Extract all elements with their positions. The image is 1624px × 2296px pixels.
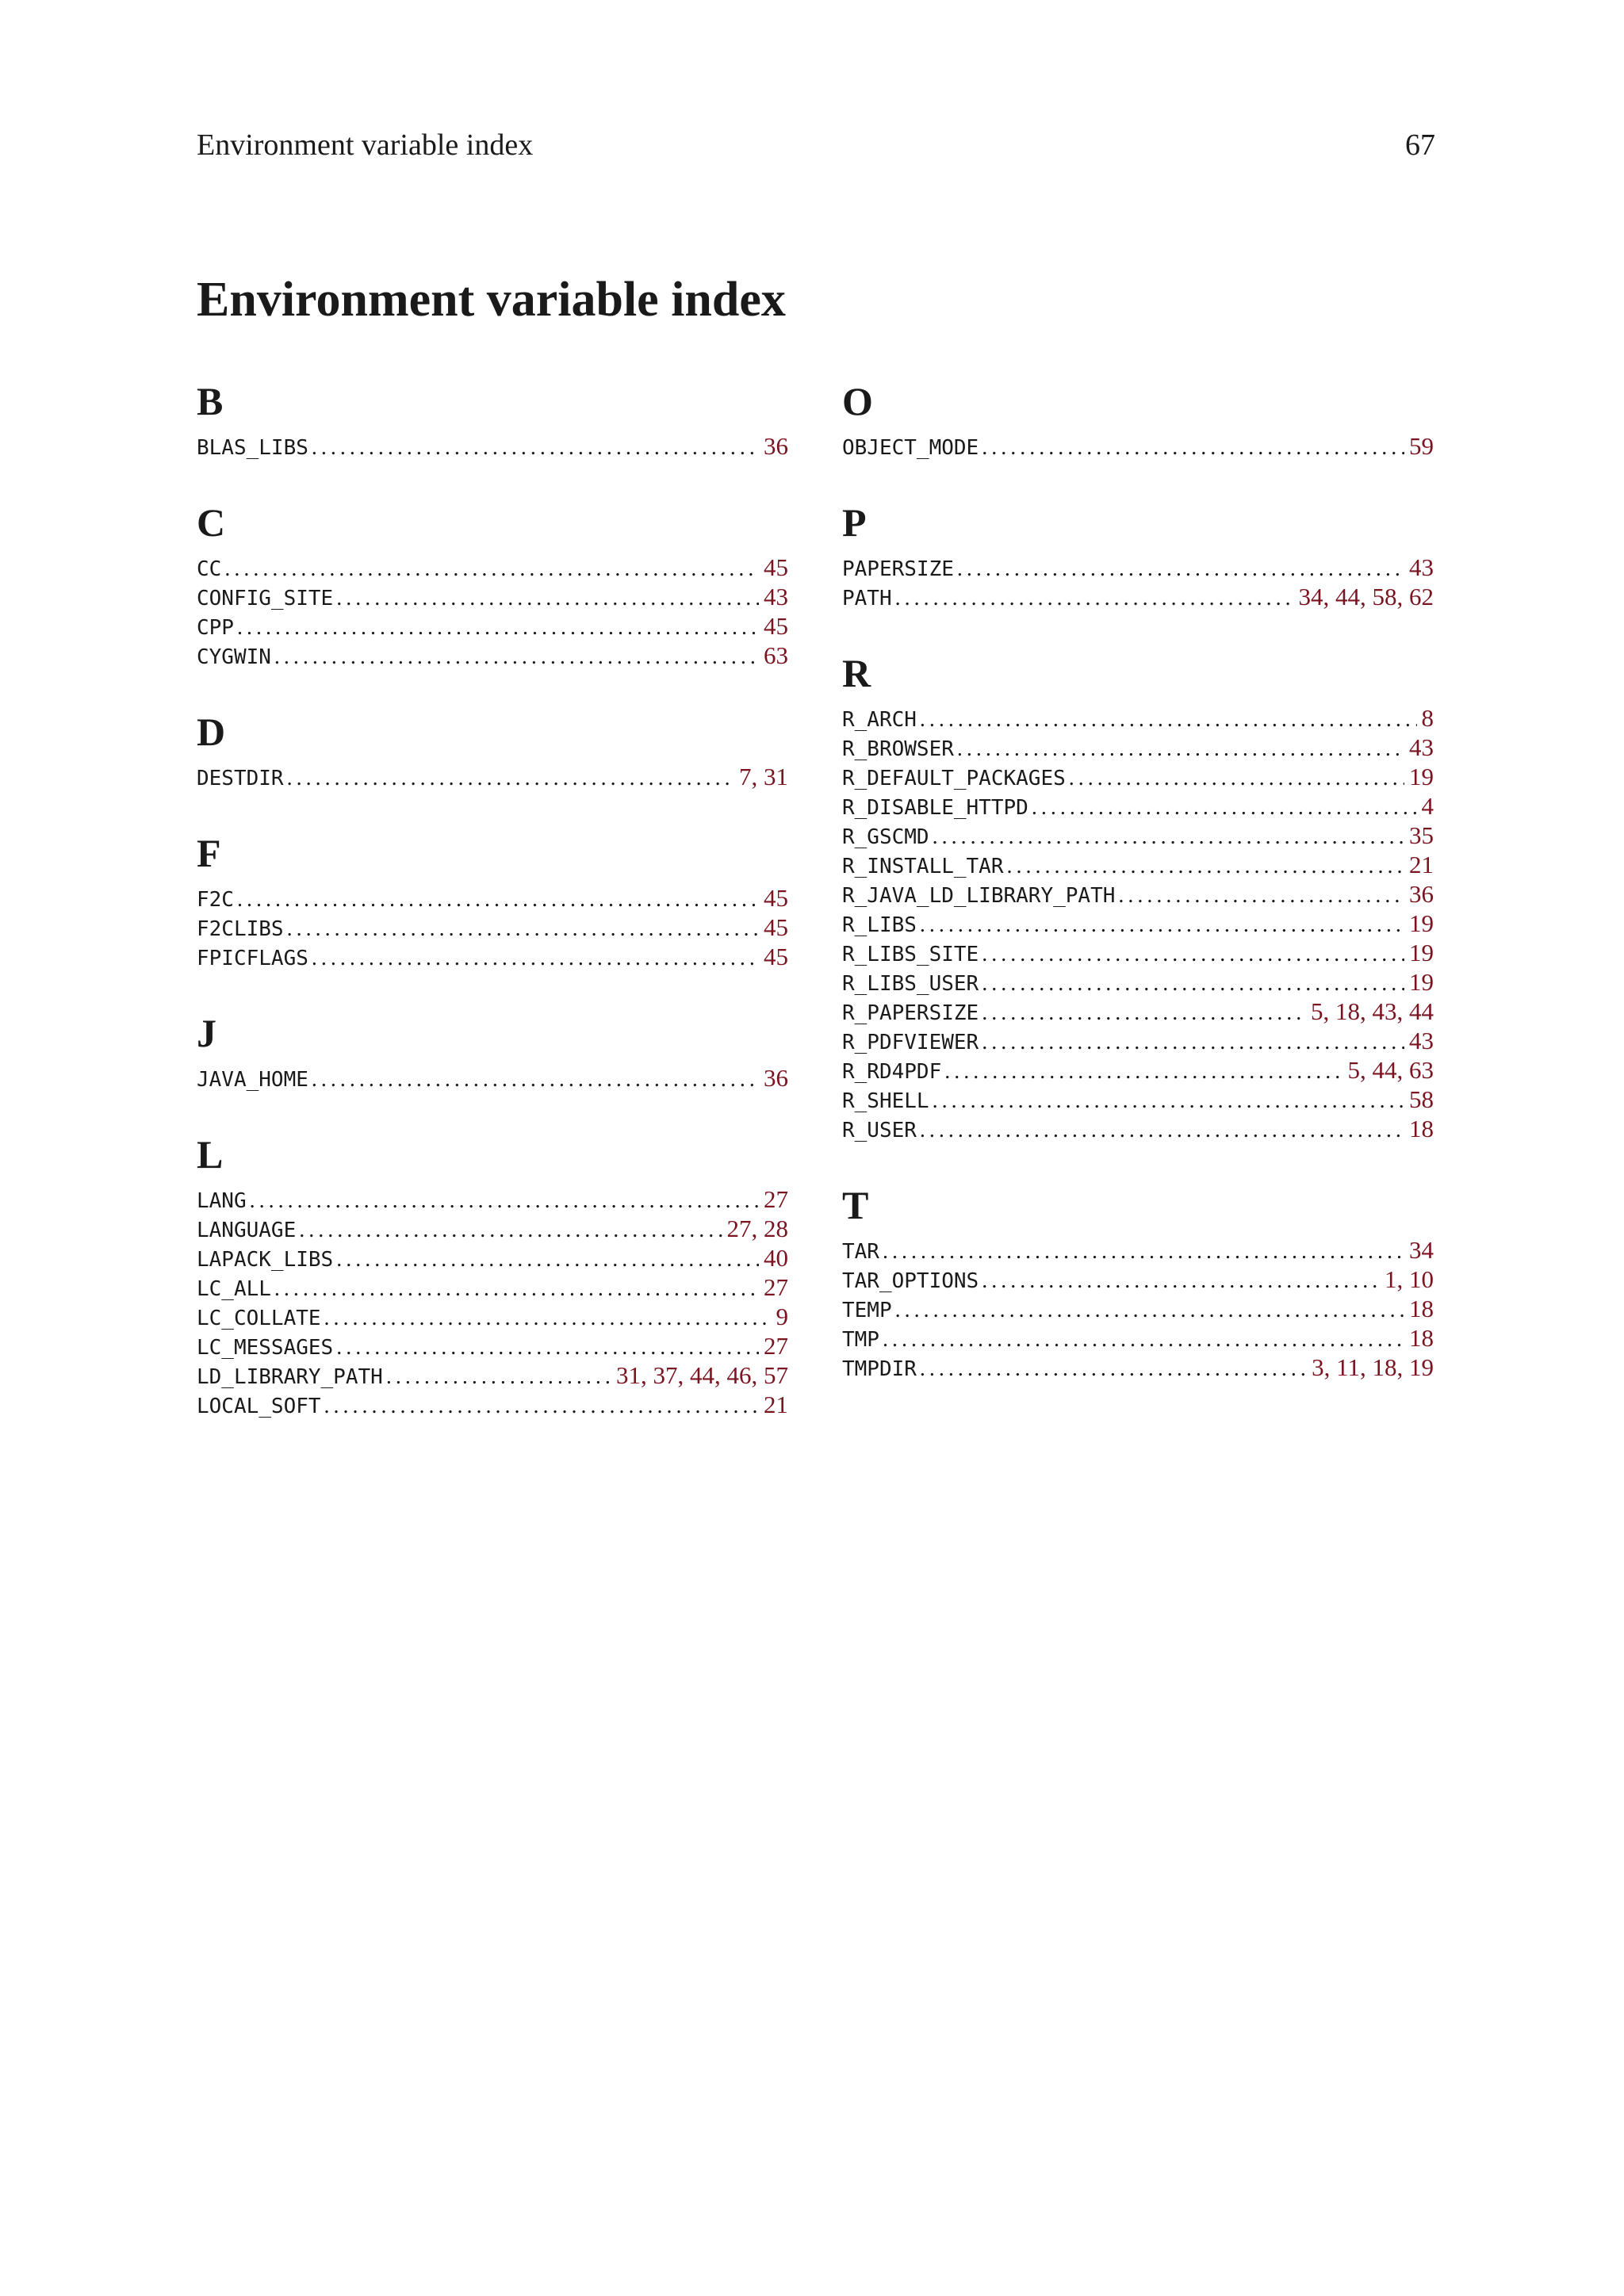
- index-entry: [842, 431, 1434, 461]
- index-letter-group: [197, 499, 788, 670]
- index-letter-group: [842, 499, 1434, 611]
- index-entry-list: [842, 553, 1434, 611]
- index-letter-heading: T: [842, 1183, 869, 1227]
- index-entry-list: [197, 1184, 788, 1419]
- index-entry-list: [197, 883, 788, 971]
- dot-leader: [895, 584, 1294, 611]
- index-entry: [842, 762, 1434, 791]
- index-entry-term: TMP: [842, 1328, 879, 1352]
- index-entry-page-links[interactable]: 36: [764, 432, 788, 460]
- index-entry-term: LC_MESSAGES: [197, 1336, 334, 1360]
- index-entry: [842, 1323, 1434, 1353]
- index-entry-term: LANG: [197, 1189, 247, 1213]
- dot-leader: [224, 554, 759, 582]
- index-entry: [197, 1184, 788, 1214]
- index-entry-page-links[interactable]: 3, 11, 18, 19: [1312, 1353, 1434, 1381]
- index-entry-term: BLAS_LIBS: [197, 436, 308, 460]
- dot-leader: [883, 1237, 1404, 1265]
- index-entry: [842, 879, 1434, 909]
- index-entry-page-links[interactable]: 43: [1409, 553, 1434, 581]
- index-entry: [842, 938, 1434, 967]
- index-entry-term: R_DISABLE_HTTPD: [842, 796, 1028, 820]
- index-entry-term: R_ARCH: [842, 708, 917, 732]
- group-spacer: [842, 1143, 1434, 1181]
- index-entry: [842, 1114, 1434, 1143]
- dot-leader: [920, 705, 1417, 733]
- index-entry: [842, 1085, 1434, 1114]
- dot-leader: [883, 1325, 1404, 1353]
- index-entry-term: CPP: [197, 616, 234, 640]
- index-letter-group: [842, 377, 1434, 461]
- page-title: Environment variable index: [197, 273, 786, 327]
- index-letter-heading: J: [197, 1011, 216, 1055]
- dot-leader: [336, 1245, 759, 1272]
- dot-leader: [1007, 851, 1405, 879]
- index-entry-list: [197, 762, 788, 791]
- index-entry: [197, 913, 788, 942]
- index-entry-page-links[interactable]: 43: [764, 583, 788, 610]
- index-entry-page-links[interactable]: 45: [764, 553, 788, 581]
- index-entry-page-links[interactable]: 63: [764, 641, 788, 669]
- index-entry-page-links[interactable]: 19: [1409, 909, 1434, 937]
- index-letter-group: [197, 377, 788, 461]
- index-letter-group: [197, 708, 788, 791]
- index-entry-page-links[interactable]: 4: [1421, 792, 1434, 820]
- dot-leader: [274, 1274, 759, 1302]
- index-entry-page-links[interactable]: 7, 31: [739, 763, 788, 790]
- index-entry: [197, 1331, 788, 1360]
- index-entry-page-links[interactable]: 27, 28: [726, 1215, 788, 1242]
- index-entry-term: LD_LIBRARY_PATH: [197, 1365, 383, 1389]
- index-letter-heading: B: [197, 379, 224, 423]
- index-entry-term: CONFIG_SITE: [197, 587, 334, 610]
- index-entry: [197, 1063, 788, 1093]
- index-entry-term: R_DEFAULT_PACKAGES: [842, 767, 1066, 790]
- index-entry-page-links[interactable]: 40: [764, 1244, 788, 1272]
- index-entry-term: CYGWIN: [197, 645, 271, 669]
- index-entry: [842, 791, 1434, 821]
- index-letter-group: [197, 1131, 788, 1419]
- index-letter-group: [842, 649, 1434, 1143]
- dot-leader: [312, 433, 759, 461]
- dot-leader: [274, 642, 759, 670]
- index-entry-page-links[interactable]: 43: [1409, 733, 1434, 761]
- index-entry: [197, 553, 788, 582]
- index-entry-list: [197, 1063, 788, 1093]
- index-entry: [842, 1026, 1434, 1055]
- index-letter-heading: P: [842, 500, 867, 545]
- index-entry-page-links[interactable]: 45: [764, 612, 788, 640]
- index-entry-page-links[interactable]: 19: [1409, 763, 1434, 790]
- dot-leader: [336, 584, 759, 611]
- index-entry: [842, 850, 1434, 879]
- index-entry: [197, 431, 788, 461]
- index-entry-term: DESTDIR: [197, 767, 284, 790]
- index-entry-term: LAPACK_LIBS: [197, 1248, 334, 1272]
- index-entry-page-links[interactable]: 35: [1409, 821, 1434, 849]
- dot-leader: [982, 939, 1404, 967]
- index-letter-heading: C: [197, 500, 226, 545]
- dot-leader: [287, 763, 734, 791]
- index-entry: [842, 1055, 1434, 1085]
- index-entry-page-links[interactable]: 19: [1409, 968, 1434, 996]
- dot-leader: [982, 1266, 1380, 1294]
- index-entry: [197, 611, 788, 641]
- dot-leader: [324, 1391, 759, 1419]
- index-entry: [842, 1235, 1434, 1265]
- index-entry-term: OBJECT_MODE: [842, 436, 979, 460]
- dot-leader: [933, 1086, 1404, 1114]
- dot-leader: [982, 969, 1404, 997]
- index-entry-term: LC_ALL: [197, 1277, 271, 1301]
- index-entry-term: F2C: [197, 888, 234, 912]
- dot-leader: [920, 1354, 1307, 1382]
- group-spacer: [197, 791, 788, 829]
- dot-leader: [1032, 793, 1417, 821]
- index-entry: [842, 821, 1434, 850]
- index-entry-page-links[interactable]: 31, 37, 44, 46, 57: [616, 1361, 788, 1389]
- index-entry: [842, 733, 1434, 762]
- index-letter-heading: L: [197, 1132, 224, 1177]
- dot-leader: [250, 1186, 759, 1214]
- index-entry-term: R_LIBS_USER: [842, 972, 979, 996]
- dot-leader: [287, 914, 759, 942]
- index-entry: [842, 582, 1434, 611]
- index-entry: [197, 641, 788, 670]
- index-entry: [842, 1353, 1434, 1382]
- running-header-title: Environment variable index: [197, 128, 534, 162]
- index-entry-page-links[interactable]: 34: [1409, 1236, 1434, 1264]
- dot-leader: [982, 1027, 1404, 1055]
- index-entry-term: LANGUAGE: [197, 1219, 297, 1242]
- dot-leader: [944, 1057, 1342, 1085]
- index-entry-term: R_PAPERSIZE: [842, 1001, 979, 1025]
- dot-leader: [324, 1303, 772, 1331]
- dot-leader: [312, 943, 759, 971]
- index-entry-page-links[interactable]: 45: [764, 884, 788, 912]
- index-entry-page-links[interactable]: 5, 44, 63: [1347, 1056, 1434, 1084]
- index-entry-term: R_GSCMD: [842, 825, 929, 849]
- index-letter-heading: O: [842, 379, 873, 423]
- index-entry-term: PAPERSIZE: [842, 557, 954, 581]
- index-entry-list: [197, 553, 788, 670]
- index-entry-page-links[interactable]: 21: [764, 1391, 788, 1418]
- index-entry-list: [842, 431, 1434, 461]
- index-entry: [842, 997, 1434, 1026]
- index-entry-term: R_INSTALL_TAR: [842, 855, 1004, 878]
- index-entry-page-links[interactable]: 5, 18, 43, 44: [1311, 997, 1434, 1025]
- dot-leader: [933, 822, 1404, 850]
- index-entry: [197, 1243, 788, 1272]
- index-entry: [197, 1214, 788, 1243]
- index-entry-page-links[interactable]: 34, 44, 58, 62: [1298, 583, 1434, 610]
- index-entry-term: TMPDIR: [842, 1357, 917, 1381]
- index-entry-term: F2CLIBS: [197, 917, 284, 941]
- dot-leader: [237, 613, 759, 641]
- page-number: 67: [1405, 128, 1435, 162]
- dot-leader: [957, 734, 1404, 762]
- index-entry-page-links[interactable]: 8: [1421, 704, 1434, 732]
- index-entry: [197, 1360, 788, 1390]
- index-entry: [842, 967, 1434, 997]
- index-entry-page-links[interactable]: 21: [1409, 851, 1434, 878]
- dot-leader: [982, 433, 1404, 461]
- index-entry-term: R_SHELL: [842, 1089, 929, 1113]
- index-entry-term: R_USER: [842, 1119, 917, 1142]
- dot-leader: [336, 1333, 759, 1360]
- index-column-right: [842, 377, 1434, 1382]
- index-entry-term: R_BROWSER: [842, 737, 954, 761]
- index-entry-page-links[interactable]: 9: [776, 1303, 788, 1330]
- index-entry-page-links[interactable]: 45: [764, 943, 788, 970]
- index-entry-term: TAR: [842, 1240, 879, 1264]
- index-letter-heading: D: [197, 710, 226, 754]
- index-entry-list: [842, 703, 1434, 1143]
- index-entry-term: FPICFLAGS: [197, 947, 308, 970]
- group-spacer: [842, 611, 1434, 649]
- group-spacer: [197, 670, 788, 708]
- index-entry-term: TAR_OPTIONS: [842, 1269, 979, 1293]
- index-entry-page-links[interactable]: 27: [764, 1332, 788, 1360]
- index-entry-term: JAVA_HOME: [197, 1068, 308, 1092]
- index-entry-term: TEMP: [842, 1299, 892, 1322]
- index-entry-term: R_RD4PDF: [842, 1060, 942, 1084]
- index-entry-page-links[interactable]: 27: [764, 1273, 788, 1301]
- index-entry-term: R_JAVA_LD_LIBRARY_PATH: [842, 884, 1116, 908]
- index-column-left: [197, 377, 788, 1419]
- index-entry: [197, 582, 788, 611]
- index-letter-heading: R: [842, 651, 871, 695]
- group-spacer: [197, 971, 788, 1009]
- dot-leader: [386, 1362, 611, 1390]
- index-entry-term: LOCAL_SOFT: [197, 1395, 321, 1418]
- index-entry-page-links[interactable]: 59: [1409, 432, 1434, 460]
- index-entry-term: R_LIBS_SITE: [842, 943, 979, 966]
- dot-leader: [920, 910, 1404, 938]
- group-spacer: [197, 1093, 788, 1131]
- index-entry-page-links[interactable]: 36: [1409, 880, 1434, 908]
- dot-leader: [1069, 763, 1404, 791]
- index-letter-group: [842, 1181, 1434, 1382]
- index-letter-group: [197, 829, 788, 971]
- dot-leader: [312, 1065, 759, 1093]
- index-entry: [842, 909, 1434, 938]
- index-entry-page-links[interactable]: 18: [1409, 1115, 1434, 1142]
- dot-leader: [982, 998, 1306, 1026]
- index-entry-list: [842, 1235, 1434, 1382]
- index-entry: [197, 1390, 788, 1419]
- index-entry-page-links[interactable]: 18: [1409, 1295, 1434, 1322]
- index-letter-group: [197, 1009, 788, 1093]
- index-letter-heading: F: [197, 831, 221, 875]
- dot-leader: [920, 1115, 1404, 1143]
- index-entry: [197, 942, 788, 971]
- index-entry-term: CC: [197, 557, 222, 581]
- running-header: [197, 127, 1435, 163]
- index-entry: [842, 1294, 1434, 1323]
- index-entry: [197, 883, 788, 913]
- index-entry-term: R_LIBS: [842, 913, 917, 937]
- group-spacer: [842, 461, 1434, 499]
- index-entry-page-links[interactable]: 19: [1409, 939, 1434, 966]
- index-entry: [197, 1272, 788, 1302]
- index-entry-term: LC_COLLATE: [197, 1307, 321, 1330]
- index-entry: [842, 703, 1434, 733]
- index-entry-page-links[interactable]: 1, 10: [1385, 1265, 1434, 1293]
- index-entry-page-links[interactable]: 43: [1409, 1027, 1434, 1054]
- index-entry-page-links[interactable]: 36: [764, 1064, 788, 1092]
- index-entry: [842, 553, 1434, 582]
- index-entry-page-links[interactable]: 18: [1409, 1324, 1434, 1352]
- dot-leader: [957, 554, 1404, 582]
- index-entry-page-links[interactable]: 45: [764, 913, 788, 941]
- dot-leader: [895, 1295, 1404, 1323]
- index-entry-term: PATH: [842, 587, 892, 610]
- index-entry: [197, 762, 788, 791]
- index-entry: [197, 1302, 788, 1331]
- index-entry-page-links[interactable]: 27: [764, 1185, 788, 1213]
- group-spacer: [197, 461, 788, 499]
- dot-leader: [1118, 881, 1404, 909]
- index-entry: [842, 1265, 1434, 1294]
- dot-leader: [237, 885, 759, 913]
- index-entry-list: [197, 431, 788, 461]
- dot-leader: [299, 1215, 722, 1243]
- index-entry-page-links[interactable]: 58: [1409, 1085, 1434, 1113]
- index-entry-term: R_PDFVIEWER: [842, 1031, 979, 1054]
